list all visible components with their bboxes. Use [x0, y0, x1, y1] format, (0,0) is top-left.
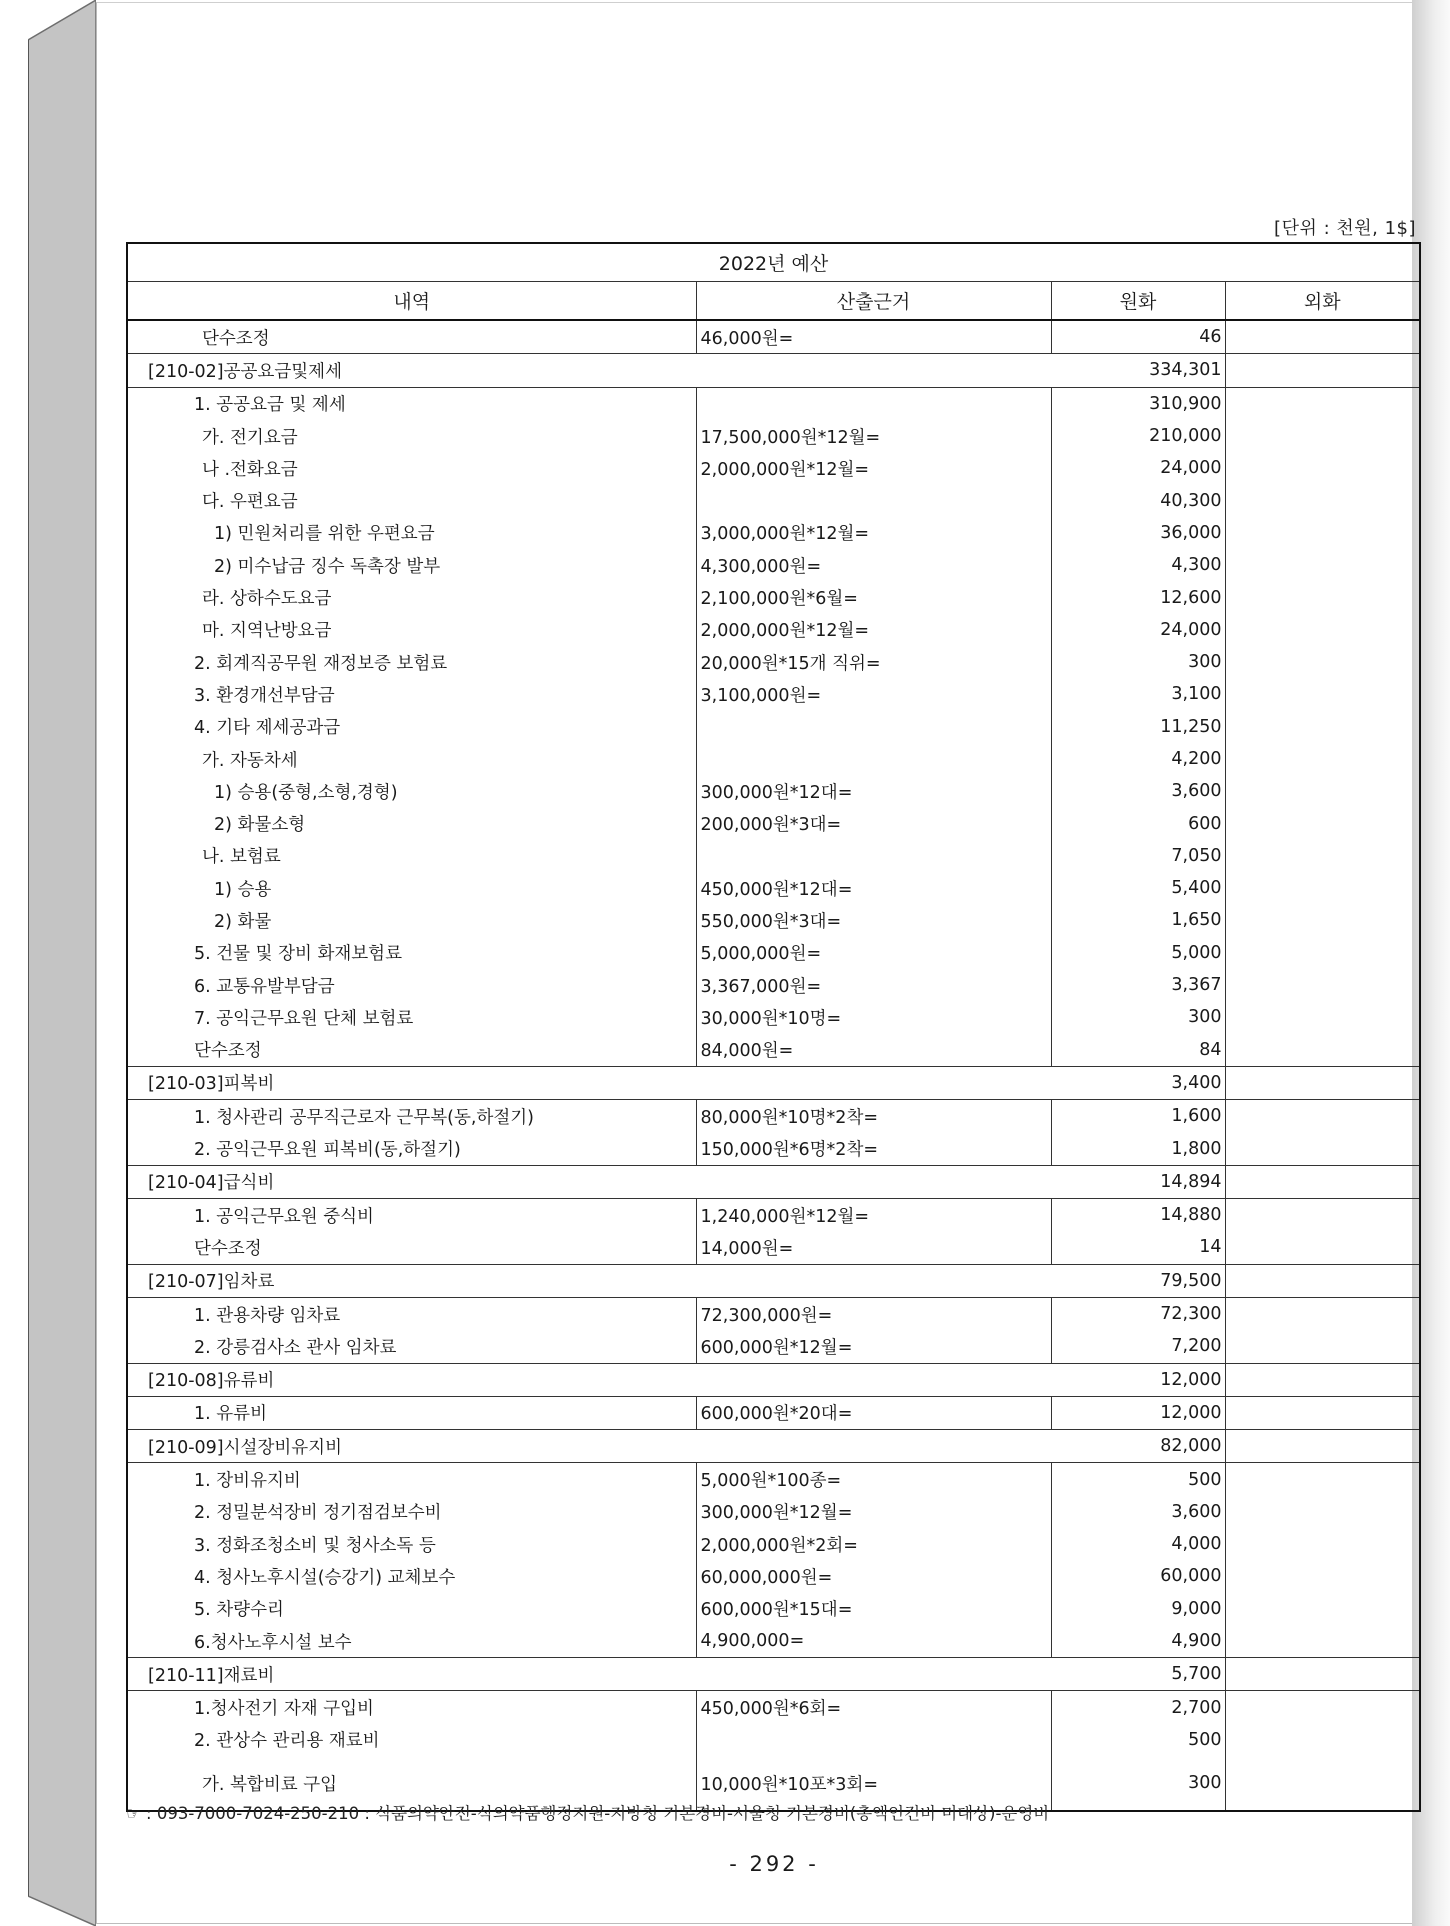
row-item: 1. 장비유지비 — [127, 1463, 696, 1496]
row-calc: 1,240,000원*12월= — [696, 1199, 1051, 1232]
row-item: [210-02]공공요금및제세 — [127, 354, 1051, 387]
row-won: 7,050 — [1051, 840, 1225, 872]
row-calc: 200,000원*3대= — [696, 807, 1051, 839]
row-fx — [1225, 1396, 1420, 1429]
table-row — [127, 1034, 1420, 1067]
row-calc: 600,000원*20대= — [696, 1396, 1051, 1429]
row-won: 84 — [1051, 1034, 1225, 1067]
row-item: [210-03]피복비 — [127, 1066, 1051, 1099]
row-won: 5,400 — [1051, 872, 1225, 904]
row-calc: 46,000원= — [696, 320, 1051, 354]
row-item: 1. 청사관리 공무직근로자 근무복(동,하절기) — [127, 1100, 696, 1133]
row-won: 210,000 — [1051, 420, 1225, 452]
table-row — [127, 1463, 1420, 1496]
row-item: [210-11]재료비 — [127, 1658, 1051, 1691]
row-won: 3,367 — [1051, 969, 1225, 1001]
table-section-row — [127, 1264, 1420, 1297]
row-won: 1,800 — [1051, 1132, 1225, 1165]
table-row — [127, 614, 1420, 646]
row-fx — [1225, 1132, 1420, 1165]
budget-table — [126, 242, 1421, 1812]
row-won: 4,000 — [1051, 1528, 1225, 1560]
row-calc: 450,000원*6회= — [696, 1691, 1051, 1724]
row-won: 1,650 — [1051, 904, 1225, 936]
row-calc: 10,000원*10포*3회= — [696, 1756, 1051, 1811]
row-item: 나. 보험료 — [127, 840, 696, 872]
row-won: 12,000 — [1051, 1396, 1225, 1429]
row-fx — [1225, 1463, 1420, 1496]
row-item: 1. 관용차량 임차료 — [127, 1297, 696, 1330]
row-fx — [1225, 1658, 1420, 1691]
table-row — [127, 775, 1420, 807]
row-fx — [1225, 904, 1420, 936]
row-calc: 600,000원*12월= — [696, 1330, 1051, 1363]
row-fx — [1225, 1034, 1420, 1067]
row-fx — [1225, 420, 1420, 452]
row-won: 12,000 — [1051, 1363, 1225, 1396]
row-item: 마. 지역난방요금 — [127, 614, 696, 646]
table-row — [127, 1691, 1420, 1724]
row-won: 72,300 — [1051, 1297, 1225, 1330]
table-header-row — [127, 282, 1420, 321]
row-item: 나 .전화요금 — [127, 452, 696, 484]
table-row — [127, 387, 1420, 420]
row-item: 단수조정 — [127, 1231, 696, 1264]
row-item: 2. 공익근무요원 피복비(동,하절기) — [127, 1132, 696, 1165]
header-item: 내역 — [127, 282, 696, 321]
row-calc: 84,000원= — [696, 1034, 1051, 1067]
row-won: 2,700 — [1051, 1691, 1225, 1724]
row-item: 1) 승용 — [127, 872, 696, 904]
row-fx — [1225, 1593, 1420, 1625]
table-row — [127, 872, 1420, 904]
row-won: 40,300 — [1051, 484, 1225, 516]
row-item: 2. 강릉검사소 관사 임차료 — [127, 1330, 696, 1363]
row-calc — [696, 743, 1051, 775]
row-won: 300 — [1051, 1756, 1225, 1811]
row-item: 2. 정밀분석장비 정기점검보수비 — [127, 1496, 696, 1528]
row-item: 5. 건물 및 장비 화재보험료 — [127, 937, 696, 969]
row-fx — [1225, 1165, 1420, 1198]
row-won: 300 — [1051, 1001, 1225, 1033]
row-won: 3,100 — [1051, 678, 1225, 710]
row-calc — [696, 840, 1051, 872]
row-item: [210-08]유류비 — [127, 1363, 1051, 1396]
row-calc: 14,000원= — [696, 1231, 1051, 1264]
row-won: 3,400 — [1051, 1066, 1225, 1099]
row-fx — [1225, 678, 1420, 710]
row-calc: 550,000원*3대= — [696, 904, 1051, 936]
row-won: 36,000 — [1051, 517, 1225, 549]
row-won: 14,880 — [1051, 1199, 1225, 1232]
table-row — [127, 1297, 1420, 1330]
row-calc: 300,000원*12대= — [696, 775, 1051, 807]
row-calc — [696, 484, 1051, 516]
row-won: 1,600 — [1051, 1100, 1225, 1133]
row-item: 2) 화물 — [127, 904, 696, 936]
table-row — [127, 1199, 1420, 1232]
row-fx — [1225, 775, 1420, 807]
row-fx — [1225, 1199, 1420, 1232]
table-row — [127, 807, 1420, 839]
row-fx — [1225, 646, 1420, 678]
table-section-row — [127, 354, 1420, 387]
header-fx: 외화 — [1225, 282, 1420, 321]
row-won: 310,900 — [1051, 387, 1225, 420]
row-item: 4. 기타 제세공과금 — [127, 711, 696, 743]
row-fx — [1225, 1691, 1420, 1724]
page-binding-edge — [28, 0, 96, 1926]
row-fx — [1225, 807, 1420, 839]
table-row — [127, 646, 1420, 678]
row-item: 4. 청사노후시설(승강기) 교체보수 — [127, 1560, 696, 1592]
row-item: 1. 유류비 — [127, 1396, 696, 1429]
row-fx — [1225, 1001, 1420, 1033]
row-won: 500 — [1051, 1724, 1225, 1756]
row-item: 다. 우편요금 — [127, 484, 696, 516]
row-won: 79,500 — [1051, 1264, 1225, 1297]
table-section-row — [127, 1066, 1420, 1099]
row-won: 46 — [1051, 320, 1225, 354]
row-calc: 2,000,000원*2회= — [696, 1528, 1051, 1560]
row-fx — [1225, 1330, 1420, 1363]
row-calc: 3,000,000원*12월= — [696, 517, 1051, 549]
row-item: 라. 상하수도요금 — [127, 581, 696, 613]
row-fx — [1225, 1363, 1420, 1396]
row-fx — [1225, 1231, 1420, 1264]
row-item: 가. 자동차세 — [127, 743, 696, 775]
page-number: - 292 - — [729, 1852, 819, 1876]
row-fx — [1225, 484, 1420, 516]
row-fx — [1225, 743, 1420, 775]
row-fx — [1225, 614, 1420, 646]
budget-table-body — [127, 320, 1420, 1811]
row-calc: 5,000,000원= — [696, 937, 1051, 969]
row-item: 7. 공익근무요원 단체 보험료 — [127, 1001, 696, 1033]
row-won: 500 — [1051, 1463, 1225, 1496]
row-won: 24,000 — [1051, 452, 1225, 484]
row-fx — [1225, 1264, 1420, 1297]
row-fx — [1225, 581, 1420, 613]
row-item: 1. 공공요금 및 제세 — [127, 387, 696, 420]
row-item: 1) 승용(중형,소형,경형) — [127, 775, 696, 807]
row-calc — [696, 1724, 1051, 1756]
row-won: 60,000 — [1051, 1560, 1225, 1592]
table-row — [127, 1625, 1420, 1658]
row-calc: 17,500,000원*12월= — [696, 420, 1051, 452]
table-row — [127, 711, 1420, 743]
row-calc: 20,000원*15개 직위= — [696, 646, 1051, 678]
row-won: 11,250 — [1051, 711, 1225, 743]
row-calc: 2,000,000원*12월= — [696, 614, 1051, 646]
row-item: 3. 환경개선부담금 — [127, 678, 696, 710]
table-row — [127, 1100, 1420, 1133]
table-row — [127, 1560, 1420, 1592]
table-row — [127, 1396, 1420, 1429]
row-fx — [1225, 1100, 1420, 1133]
table-row — [127, 904, 1420, 936]
row-item: [210-09]시설장비유지비 — [127, 1430, 1051, 1463]
table-section-row — [127, 1430, 1420, 1463]
row-fx — [1225, 1297, 1420, 1330]
table-row — [127, 678, 1420, 710]
row-calc: 72,300,000원= — [696, 1297, 1051, 1330]
row-item: 가. 전기요금 — [127, 420, 696, 452]
row-item: 단수조정 — [127, 320, 696, 354]
table-row — [127, 1528, 1420, 1560]
table-row — [127, 743, 1420, 775]
row-won: 14 — [1051, 1231, 1225, 1264]
table-row — [127, 937, 1420, 969]
row-won: 4,900 — [1051, 1625, 1225, 1658]
table-row — [127, 549, 1420, 581]
row-calc: 450,000원*12대= — [696, 872, 1051, 904]
row-won: 600 — [1051, 807, 1225, 839]
row-calc: 600,000원*15대= — [696, 1593, 1051, 1625]
table-row — [127, 420, 1420, 452]
row-fx — [1225, 1528, 1420, 1560]
table-section-row — [127, 1363, 1420, 1396]
footer-account-note: ☞ : 093-7000-7024-250-210 : 식품의약안전-식의약품행정지원-지방청 기본경비-서울청 기본경비(총액인건비 미대상)-운영비 — [126, 1804, 1050, 1823]
row-fx — [1225, 549, 1420, 581]
table-section-row — [127, 1165, 1420, 1198]
table-row — [127, 1593, 1420, 1625]
table-row — [127, 1231, 1420, 1264]
row-won: 82,000 — [1051, 1430, 1225, 1463]
row-fx — [1225, 320, 1420, 354]
row-calc: 3,100,000원= — [696, 678, 1051, 710]
row-calc: 60,000,000원= — [696, 1560, 1051, 1592]
row-won: 14,894 — [1051, 1165, 1225, 1198]
row-fx — [1225, 840, 1420, 872]
table-title-row — [127, 243, 1420, 282]
row-fx — [1225, 1756, 1420, 1811]
row-won: 9,000 — [1051, 1593, 1225, 1625]
row-calc: 2,000,000원*12월= — [696, 452, 1051, 484]
header-calc: 산출근거 — [696, 282, 1051, 321]
row-calc: 3,367,000원= — [696, 969, 1051, 1001]
row-item: 1) 민원처리를 위한 우편요금 — [127, 517, 696, 549]
row-item: 1. 공익근무요원 중식비 — [127, 1199, 696, 1232]
table-title: 2022년 예산 — [127, 243, 1420, 282]
row-item: 5. 차량수리 — [127, 1593, 696, 1625]
table-row — [127, 517, 1420, 549]
row-item: 3. 정화조청소비 및 청사소독 등 — [127, 1528, 696, 1560]
row-item: [210-07]임차료 — [127, 1264, 1051, 1297]
row-fx — [1225, 937, 1420, 969]
row-fx — [1225, 354, 1420, 387]
row-calc: 4,300,000원= — [696, 549, 1051, 581]
row-item: 6.청사노후시설 보수 — [127, 1625, 696, 1658]
row-calc: 300,000원*12월= — [696, 1496, 1051, 1528]
row-fx — [1225, 1066, 1420, 1099]
row-calc: 30,000원*10명= — [696, 1001, 1051, 1033]
row-won: 5,000 — [1051, 937, 1225, 969]
row-calc — [696, 711, 1051, 743]
row-calc: 4,900,000= — [696, 1625, 1051, 1658]
row-won: 334,301 — [1051, 354, 1225, 387]
row-fx — [1225, 1625, 1420, 1658]
row-calc: 2,100,000원*6월= — [696, 581, 1051, 613]
row-fx — [1225, 711, 1420, 743]
row-fx — [1225, 1724, 1420, 1756]
row-won: 3,600 — [1051, 775, 1225, 807]
row-item: [210-04]급식비 — [127, 1165, 1051, 1198]
row-fx — [1225, 1496, 1420, 1528]
row-item: 2) 화물소형 — [127, 807, 696, 839]
table-row — [127, 581, 1420, 613]
row-fx — [1225, 452, 1420, 484]
row-item: 1.청사전기 자재 구입비 — [127, 1691, 696, 1724]
row-item: 단수조정 — [127, 1034, 696, 1067]
row-won: 4,200 — [1051, 743, 1225, 775]
row-calc: 80,000원*10명*2착= — [696, 1100, 1051, 1133]
header-won: 원화 — [1051, 282, 1225, 321]
row-won: 7,200 — [1051, 1330, 1225, 1363]
row-won: 5,700 — [1051, 1658, 1225, 1691]
unit-note: [단위 : 천원, 1$] — [1274, 218, 1416, 239]
table-row — [127, 840, 1420, 872]
row-won: 12,600 — [1051, 581, 1225, 613]
row-fx — [1225, 1430, 1420, 1463]
row-item: 가. 복합비료 구입 — [127, 1756, 696, 1811]
table-section-row — [127, 1658, 1420, 1691]
row-fx — [1225, 1560, 1420, 1592]
row-calc: 150,000원*6명*2착= — [696, 1132, 1051, 1165]
table-row — [127, 1724, 1420, 1756]
row-item: 2. 회계직공무원 재정보증 보험료 — [127, 646, 696, 678]
table-row — [127, 320, 1420, 354]
table-row — [127, 969, 1420, 1001]
row-won: 3,600 — [1051, 1496, 1225, 1528]
row-calc: 5,000원*100종= — [696, 1463, 1051, 1496]
row-item: 2. 관상수 관리용 재료비 — [127, 1724, 696, 1756]
row-fx — [1225, 517, 1420, 549]
row-won: 4,300 — [1051, 549, 1225, 581]
table-row — [127, 452, 1420, 484]
row-fx — [1225, 872, 1420, 904]
row-fx — [1225, 387, 1420, 420]
table-row — [127, 484, 1420, 516]
table-row — [127, 1132, 1420, 1165]
row-item: 6. 교통유발부담금 — [127, 969, 696, 1001]
table-row — [127, 1001, 1420, 1033]
row-won: 300 — [1051, 646, 1225, 678]
table-row — [127, 1330, 1420, 1363]
row-won: 24,000 — [1051, 614, 1225, 646]
row-item: 2) 미수납금 징수 독촉장 발부 — [127, 549, 696, 581]
table-row — [127, 1496, 1420, 1528]
row-fx — [1225, 969, 1420, 1001]
row-calc — [696, 387, 1051, 420]
